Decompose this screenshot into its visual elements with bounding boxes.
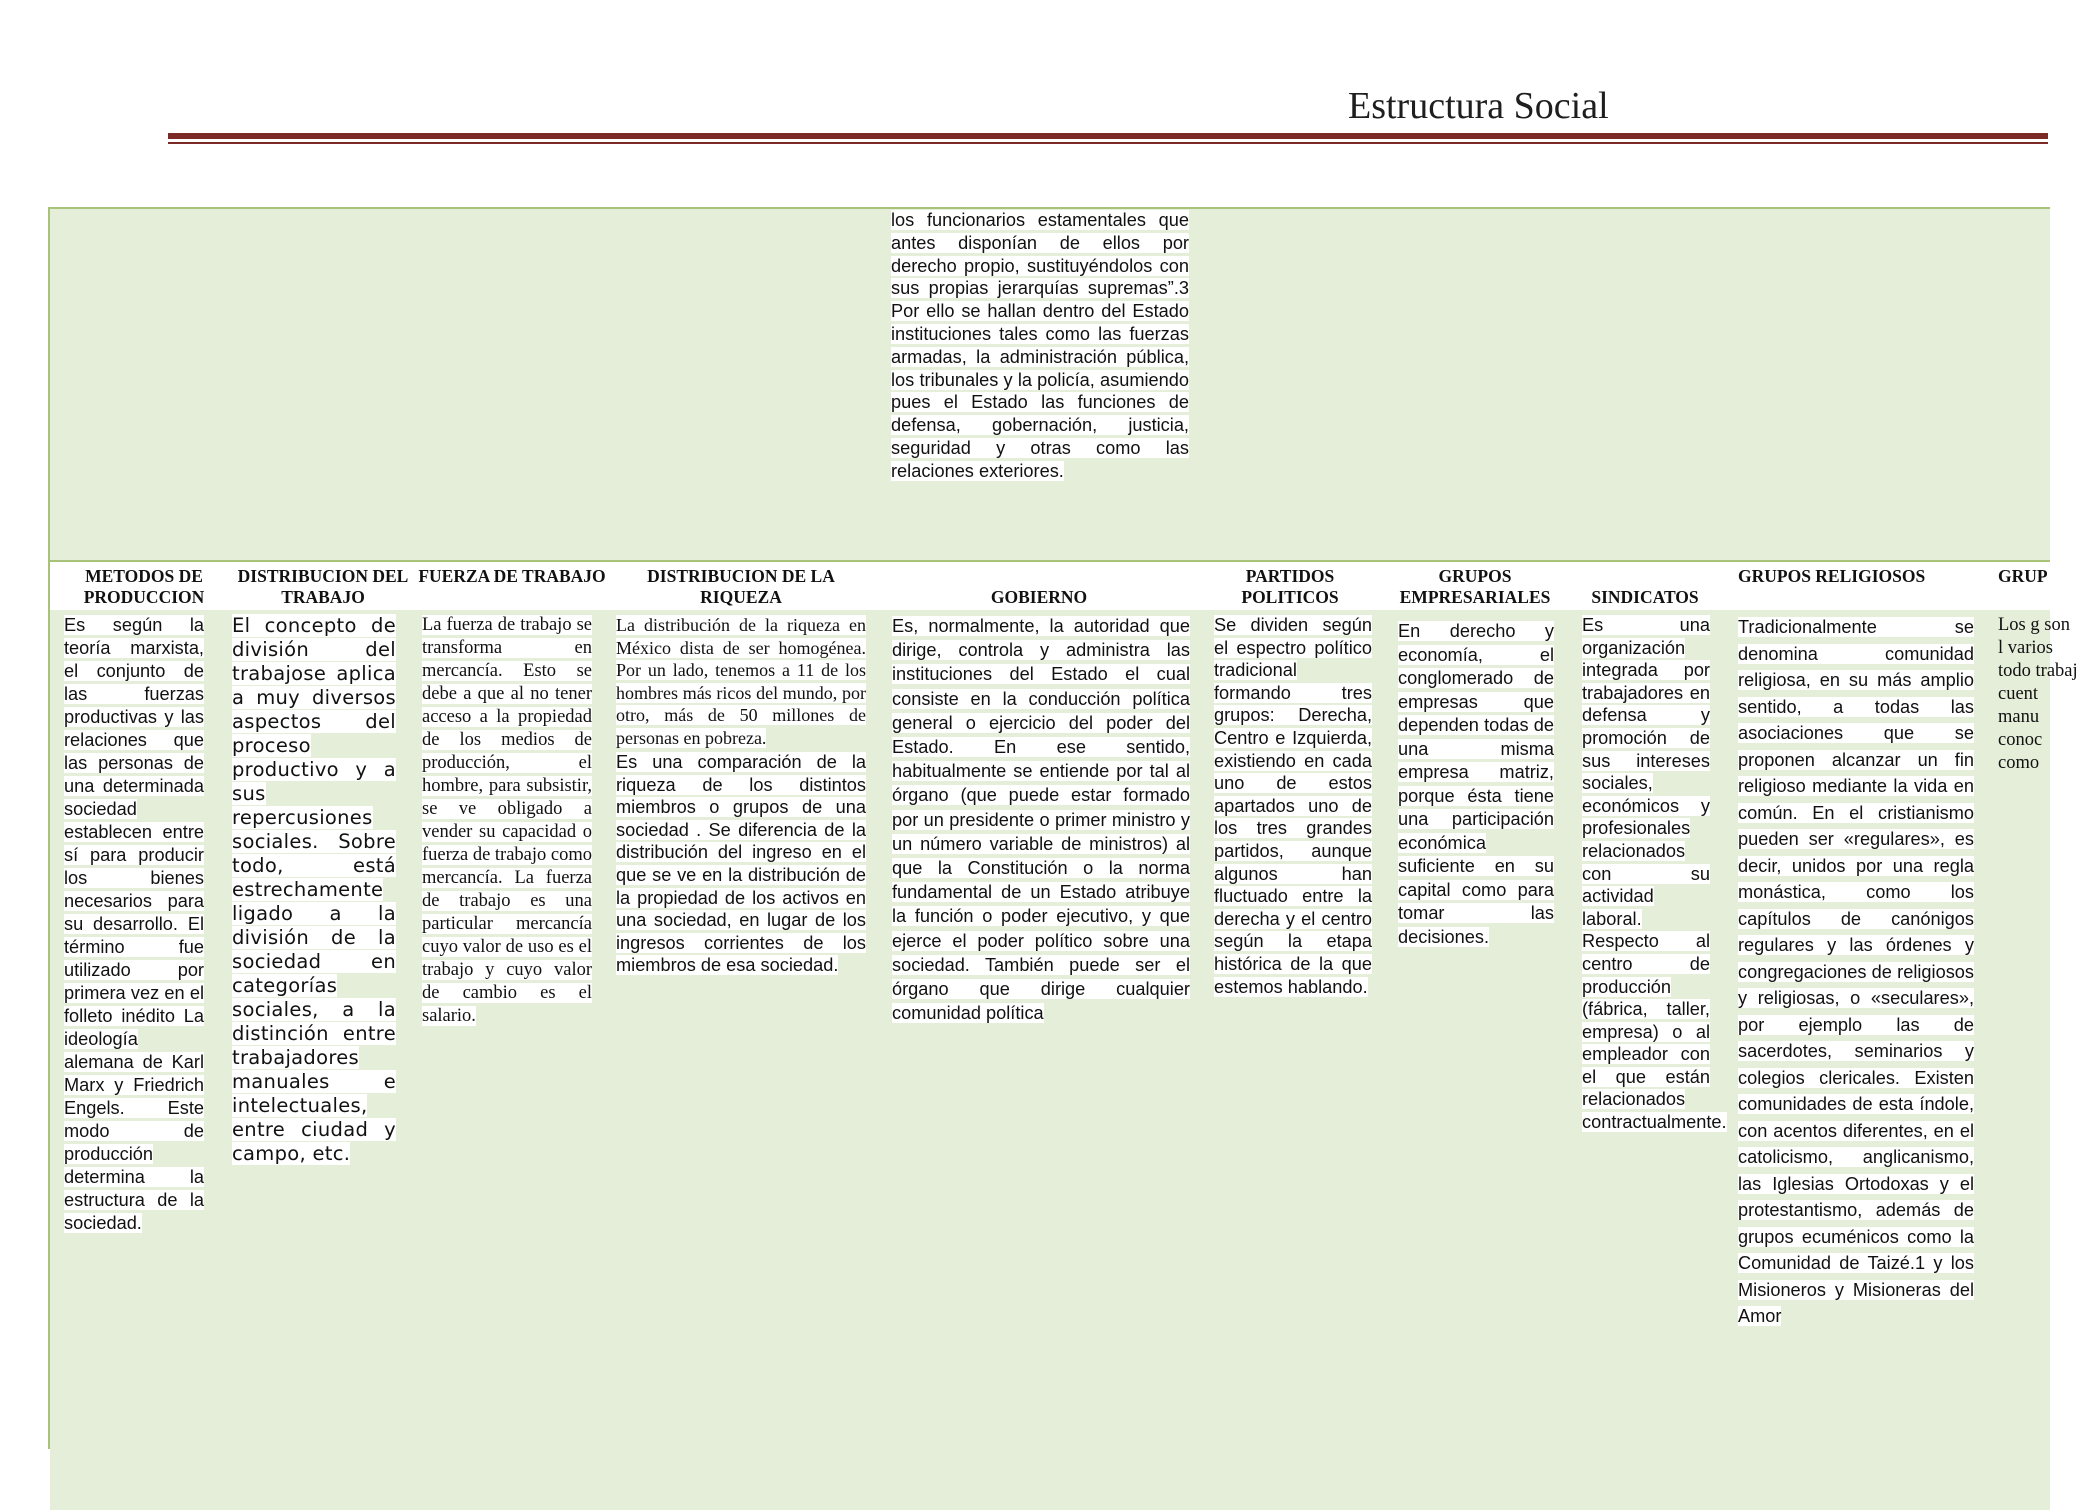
header-fuerza-trabajo: FUERZA DE TRABAJO	[418, 566, 606, 586]
cell-grupos-empresariales: En derecho y economía, el conglomerado de empresas que dependen todas de una misma empresa matriz, porque ésta tiene una participación económica suficiente en su capital como para tomar las decisiones.	[1398, 621, 1554, 947]
cell-partidos-politicos: Se dividen según el espectro político tradicional formando tres grupos: Derecha, Centro e Izquierda, existiendo en cada uno de estos apartados uno de los tres grandes partidos, aunque algunos han fluctuado entre la derecha y el centro según la etapa histórica de la que estemos hablando.	[1214, 615, 1372, 997]
social-structure-table	[48, 207, 2078, 1449]
gobierno-continuation-text: los funcionarios estamentales que antes disponían de ellos por derecho propio, sustituyéndolos con sus propias jerarquías supremas”.3 Por ello se hallan dentro del Estado instituciones tales como las fuerzas armadas, la administración pública, los tribunales y la policía, asumiendo pues el Estado las funciones de defensa, gobernación, justicia, seguridad y otras como las relaciones exteriores.	[891, 210, 1189, 481]
page-header-title: Estructura Social	[1348, 85, 1609, 127]
header-sindicatos: SINDICATOS	[1591, 587, 1699, 607]
table-body-row	[50, 610, 2078, 1510]
cell-fuerza-trabajo: La fuerza de trabajo se transforma en mercancía. Esto se debe a que al no tener acceso a la propiedad de los medios de producción, el hombre, para subsistir, se ve obligado a vender su capacidad o fuerza de trabajo como mercancía. La fuerza de trabajo es una particular mercancía cuyo valor de uso es el trabajo y cuyo valor de cambio es el salario.	[422, 615, 593, 1026]
header-rule	[168, 133, 2048, 139]
table-header-row	[50, 560, 2050, 612]
cell-distribucion-trabajo: El concepto de división del trabajose aplica a muy diversos aspectos del proceso productivo y a sus repercusiones sociales. Sobre todo, está estrechamente ligado a la división de la sociedad en categorías sociales, a la distinción entre trabajadores manuales e intelectuales, entre ciudad y campo, etc.	[232, 614, 396, 1165]
header-distribucion-riqueza: DISTRIBUCION DE LA RIQUEZA	[647, 566, 835, 607]
cell-grupos-cut: Los g son l varios todo trabaj cuent manu conoc como	[1998, 615, 2078, 773]
cell-distribucion-riqueza	[616, 614, 866, 977]
cell-grupos-religiosos: Tradicionalmente se denomina comunidad religiosa, en su más amplio sentido, a todas las asociaciones que se proponen alcanzar un fin religioso mediante la vida en común. En el cristianismo pueden ser «regulares», es decir, unidos por una regla monástica, como los capítulos de canónigos regulares y las órdenes y congregaciones de religiosos y religiosas, o «seculares», por ejemplo las de sacerdotes, seminarios y colegios clericales. Existen comunidades de esta índole, con acentos diferentes, en el catolicismo, anglicanismo, las Iglesias Ortodoxas y el protestantismo, además de grupos ecuménicos como la Comunidad de Taizé.1 y los Misioneros y Misioneras del Amor	[1738, 617, 1974, 1326]
header-distribucion-trabajo: DISTRIBUCION DEL TRABAJO	[237, 566, 409, 607]
header-metodos-produccion: METODOS DE PRODUCCION	[83, 566, 205, 607]
riqueza-definition-text: Es una comparación de la riqueza de los distintos miembros o grupos de una sociedad . Se diferencia de la distribución del ingreso en el que se ve en la distribución de la propiedad de los activos en una sociedad, en lugar de los ingresos corrientes de los miembros de esa sociedad.	[616, 752, 866, 976]
header-grupos-religiosos: GRUPOS RELIGIOSOS	[1738, 566, 1926, 586]
previous-page-continuation-row	[50, 209, 2050, 560]
header-grupos-cut: GRUP	[1998, 566, 2048, 586]
cell-sindicatos: Es una organización integrada por trabajadores en defensa y promoción de sus intereses sociales, económicos y profesionales relacionados con su actividad laboral. Respecto al centro de producción (fábrica, taller, empresa) o al empleador con el que están relacionados contractualmente.	[1582, 615, 1727, 1133]
riqueza-mexico-text: La distribución de la riqueza en México dista de ser homogénea. Por un lado, tenemos a 11 de los hombres más ricos del mundo, por otro, más de 50 millones de personas en pobreza.	[616, 615, 866, 748]
cell-gobierno: Es, normalmente, la autoridad que dirige, controla y administra las instituciones del Estado el cual consiste en la conducción política general o ejercicio del poder del Estado. En ese sentido, habitualmente se entiende por tal al órgano (que puede estar formado por un presidente o primer ministro y un número variable de ministros) al que la Constitución o la norma fundamental de un Estado atribuye la función o poder ejecutivo, y que ejerce el poder político sobre una sociedad. También puede ser el órgano que dirige cualquier comunidad política	[892, 616, 1190, 1024]
header-partidos-politicos: PARTIDOS POLITICOS	[1241, 566, 1339, 607]
header-gobierno: GOBIERNO	[990, 587, 1088, 607]
header-grupos-empresariales: GRUPOS EMPRESARIALES	[1399, 566, 1551, 607]
header-rule-thin	[168, 142, 2048, 144]
cell-metodos-produccion: Es según la teoría marxista, el conjunto de las fuerzas productivas y las relaciones que las personas de una determinada sociedad establecen entre sí para producir los bienes necesarios para su desarrollo. El término fue utilizado por primera vez en el folleto inédito La ideología alemana de Karl Marx y Friedrich Engels. Este modo de producción determina la estructura de la sociedad.	[64, 615, 204, 1233]
